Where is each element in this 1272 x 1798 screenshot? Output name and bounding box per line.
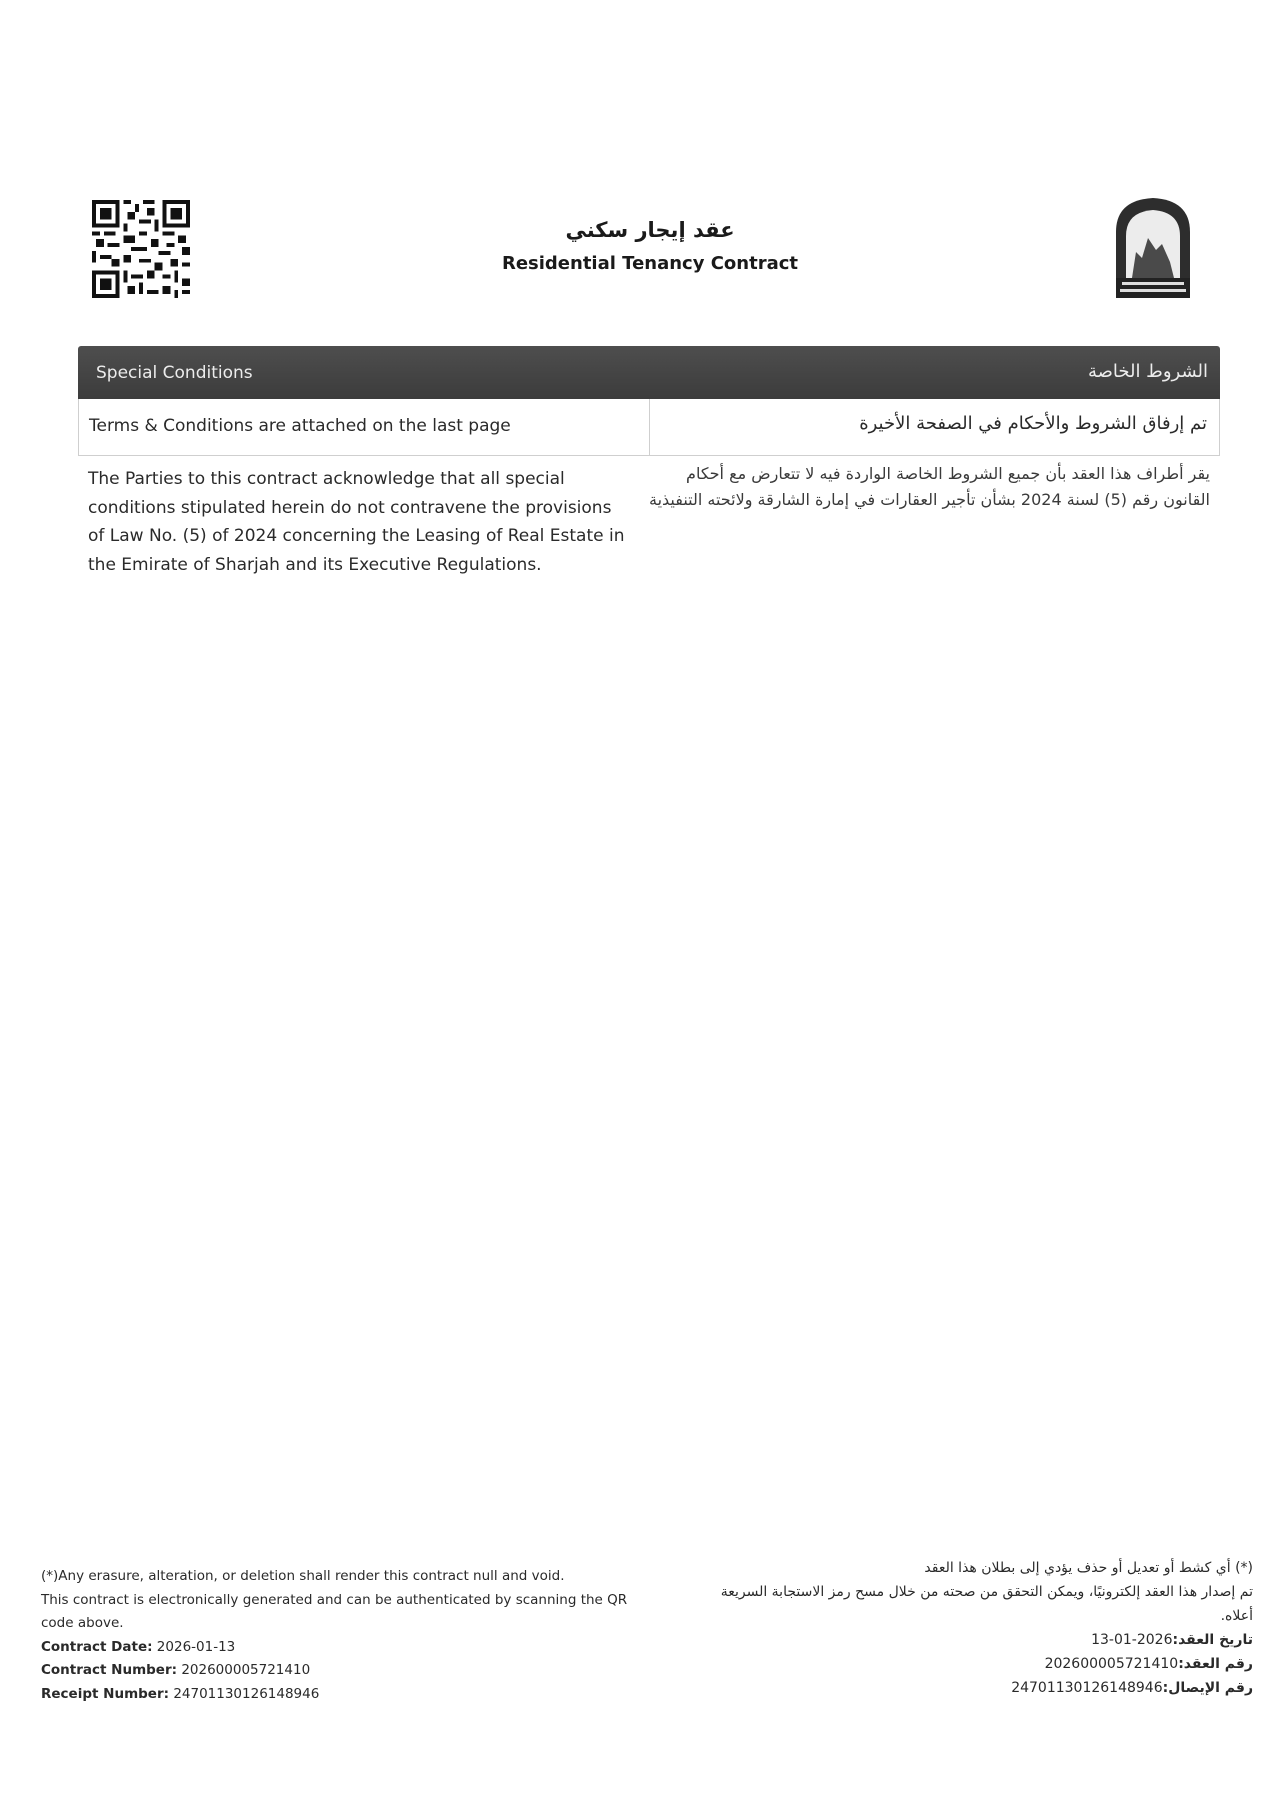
- acknowledgement-text-arabic: يقر أطراف هذا العقد بأن جميع الشروط الخاصة الواردة فيه لا تتعارض مع أحكام القانون رقم (5) لسنة 2024 بشأن تأجير العقارات في إمارة الشارقة ولائحته التنفيذية: [648, 464, 1210, 509]
- terms-note: Terms & Conditions are attached on the last page: [89, 416, 511, 436]
- authentication-note-arabic: تم إصدار هذا العقد إلكترونيًا، ويمكن التحقق من صحته من خلال مسح رمز الاستجابة السريعة أعلاه.: [720, 1584, 1253, 1624]
- contract-date-value-arabic: 2026-01-13: [1091, 1632, 1173, 1648]
- receipt-number-value: 24701130126148946: [173, 1685, 320, 1702]
- nullity-note-arabic: (*) أي كشط أو تعديل أو حذف يؤدي إلى بطلان هذا العقد: [924, 1560, 1253, 1576]
- contract-number-value-arabic: 202600005721410: [1044, 1656, 1179, 1672]
- contract-number-label-arabic: رقم العقد:: [1178, 1656, 1253, 1672]
- receipt-number-label: Receipt Number:: [41, 1685, 170, 1702]
- contract-number-label: Contract Number:: [41, 1662, 178, 1678]
- column-divider: [649, 399, 650, 455]
- contract-date-value: 2026-01-13: [156, 1638, 236, 1655]
- acknowledgement-text: The Parties to this contract acknowledge that all special conditions stipulated herein do not contravene the provisions of Law No. (5) of 2024 concerning the Leasing of Real Estate in the Emirate of Sharjah and its Executive Regulations.: [88, 469, 625, 575]
- contract-number-value: 202600005721410: [181, 1662, 311, 1678]
- receipt-number-line: [41, 1683, 661, 1707]
- contract-date-label-arabic: تاريخ العقد:: [1172, 1632, 1253, 1648]
- authentication-note: This contract is electronically generated and can be authenticated by scanning the QR code above.: [41, 1591, 628, 1631]
- receipt-number-value-arabic: 24701130126148946: [1011, 1680, 1163, 1696]
- contract-date-line: [41, 1636, 661, 1660]
- nullity-note: (*)Any erasure, alteration, or deletion shall render this contract null and void.: [41, 1568, 565, 1584]
- terms-note-arabic: تم إرفاق الشروط والأحكام في الصفحة الأخيرة: [859, 413, 1207, 434]
- contract-number-line-arabic: [700, 1652, 1253, 1676]
- receipt-number-line-arabic: [700, 1676, 1253, 1700]
- special-conditions-title-arabic: الشروط الخاصة: [1087, 361, 1208, 382]
- contract-date-line-arabic: [700, 1628, 1253, 1652]
- special-conditions-title: Special Conditions: [96, 363, 253, 383]
- document-title-arabic: عقد إيجار سكني: [565, 218, 735, 242]
- contract-date-label: Contract Date:: [41, 1638, 153, 1655]
- receipt-number-label-arabic: رقم الإيصال:: [1162, 1680, 1253, 1696]
- qr-code-icon: [92, 200, 190, 298]
- footer-arabic: [700, 1556, 1253, 1700]
- special-conditions-header: [78, 346, 1220, 399]
- contract-number-line: [41, 1659, 661, 1683]
- sharjah-municipality-logo-icon: [1110, 192, 1196, 298]
- document-title: Residential Tenancy Contract: [501, 253, 799, 274]
- footer-english: [41, 1565, 661, 1706]
- terms-row: [78, 399, 1220, 456]
